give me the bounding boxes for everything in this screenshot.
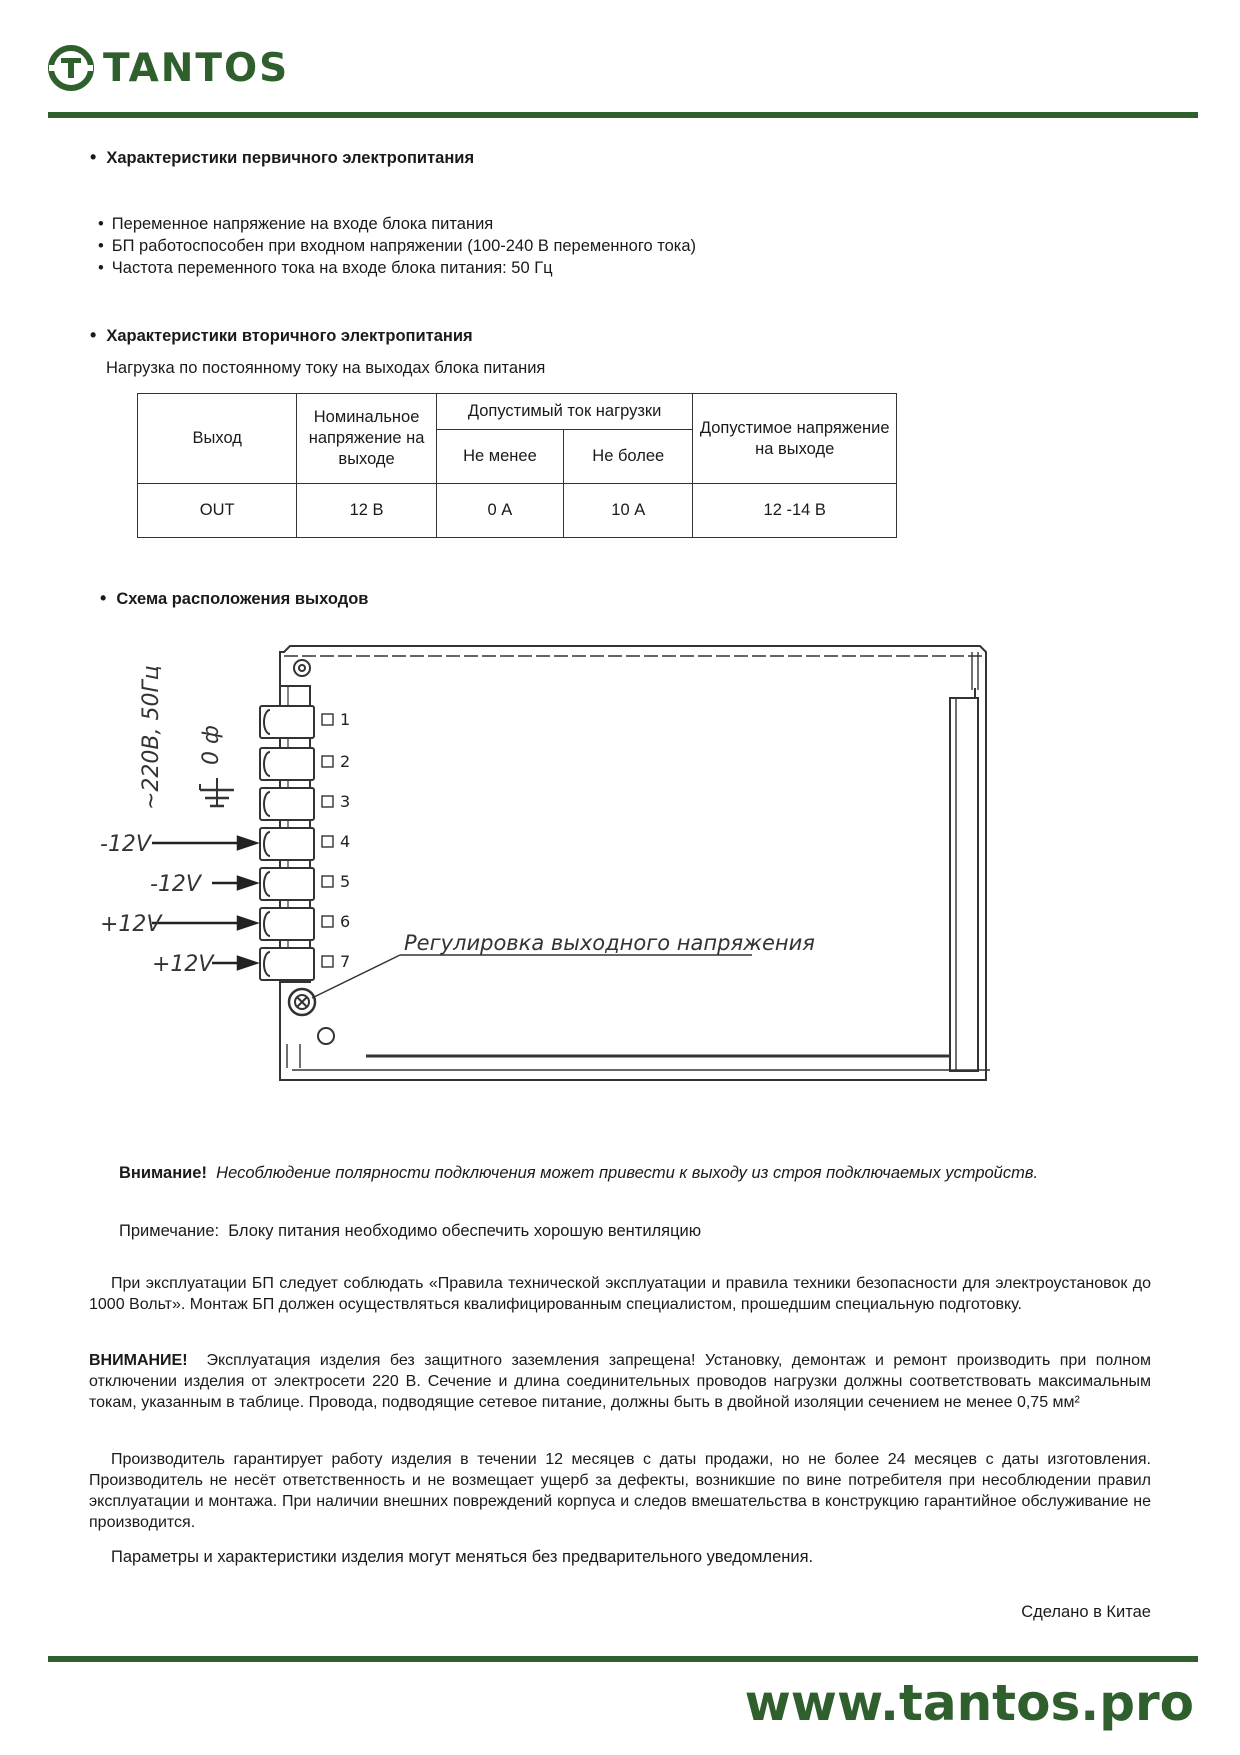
terminal-label: 2 <box>340 752 351 771</box>
arrow-icon <box>238 837 256 849</box>
table-cell-min: 0 А <box>436 484 563 538</box>
primary-title: • Характеристики первичного электропитания <box>90 147 474 168</box>
terminal-label: 6 <box>340 912 351 931</box>
arrow-icon <box>238 877 256 889</box>
terminal-label: 4 <box>340 832 351 851</box>
output-label: -12V <box>150 872 201 897</box>
website-link[interactable]: www.tantos.pro <box>744 1674 1194 1732</box>
rules-paragraph: При эксплуатации БП следует соблюдать «Правила технической эксплуатации и правила техники безопасности для электроустановок до 1000 Вольт». Монтаж БП должен осуществляться квалифицированным специалистом, прошедшим специальную подготовку. <box>89 1275 1151 1313</box>
input-voltage-label: ~220В, 50Гц <box>139 665 164 810</box>
footer-rule <box>48 1656 1198 1662</box>
arrow-icon <box>238 917 256 929</box>
secondary-title: • Характеристики вторичного электропитания <box>90 325 473 346</box>
output-label: -12V <box>100 832 151 857</box>
table-header-output: Выход <box>138 394 297 484</box>
note-text: Блоку питания необходимо обеспечить хорошую вентиляцию <box>228 1222 702 1240</box>
table-header-nominal: Номинальное напряжение на выходе <box>297 394 436 484</box>
list-item: • Частота переменного тока на входе блока питания: 50 Гц <box>98 257 696 279</box>
table-header-voltage: Допустимое напряжение на выходе <box>693 394 897 484</box>
output-label: +12V <box>100 912 162 937</box>
list-item: • Переменное напряжение на входе блока питания <box>98 213 696 235</box>
warning-text: Несоблюдение полярности подключения может привести к выходу из строя подключаемых устройств. <box>216 1164 1039 1182</box>
brand-name: TANTOS <box>103 45 290 91</box>
table-cell-output: OUT <box>138 484 297 538</box>
change-notice: Параметры и характеристики изделия могут меняться без предварительного уведомления. <box>111 1548 814 1566</box>
caution-label: ВНИМАНИЕ! <box>89 1352 188 1369</box>
terminal-label: 7 <box>340 952 351 971</box>
table-cell-voltage: 12 -14 В <box>693 484 897 538</box>
schema-title: • Схема расположения выходов <box>100 588 368 609</box>
note-line <box>119 1222 701 1241</box>
terminal-label: 5 <box>340 872 351 891</box>
warning-label: Внимание! <box>119 1164 207 1182</box>
list-item: • БП работоспособен при входном напряжении (100-240 В переменного тока) <box>98 235 696 257</box>
adjust-voltage-label: Регулировка выходного напряжения <box>404 931 815 955</box>
made-in: Сделано в Китае <box>1021 1603 1151 1621</box>
terminal-label: 3 <box>340 792 351 811</box>
caution-text: Эксплуатация изделия без защитного заземления запрещена! Установку, демонтаж и ремонт производить при полном отключении изделия от электросети 220 В. Сечение и длина соединительных проводов нагрузки должны соответствовать максимальным токам, указанным в таблице. Провода, подводящие сетевое питание, должны быть в двойной изоляции сечением не менее 0,75 мм² <box>89 1352 1152 1411</box>
warning-line <box>119 1164 1038 1183</box>
arrow-icon <box>238 957 256 969</box>
table-header-max: Не более <box>564 430 693 484</box>
table-header-min: Не менее <box>436 430 563 484</box>
warranty-paragraph: Производитель гарантирует работу изделия в течении 12 месяцев с даты продажи, но не более 24 месяцев с даты изготовления. Производитель не несёт ответственность и не возмещает ущерб за дефекты, возникшие по вине потребителя при несоблюдении правил эксплуатации и монтажа. При наличии внешних повреждений корпуса и следов вмешательства в конструкцию гарантийное обслуживание не производится. <box>89 1451 1151 1531</box>
note-label: Примечание: <box>119 1222 220 1240</box>
output-label: +12V <box>152 952 214 977</box>
phase-label: 0 ф <box>199 725 224 765</box>
terminal-label: 1 <box>340 710 351 729</box>
table-header-current: Допустимый ток нагрузки <box>436 394 693 430</box>
table-cell-max: 10 А <box>564 484 693 538</box>
caution-paragraph <box>89 1350 1151 1413</box>
secondary-subtitle: Нагрузка по постоянному току на выходах блока питания <box>106 359 546 377</box>
table-cell-nominal: 12 В <box>297 484 436 538</box>
